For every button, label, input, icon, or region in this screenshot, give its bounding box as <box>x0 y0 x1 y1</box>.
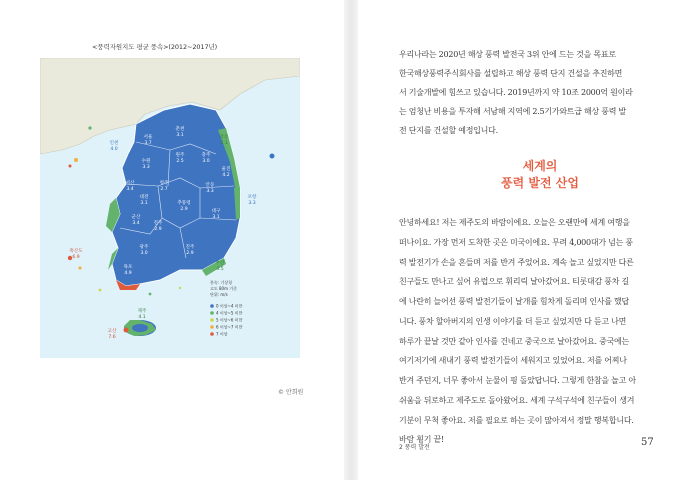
region-label-daegu: 대구 <box>211 209 221 214</box>
region-label-chungju: 충주 <box>201 153 211 158</box>
paragraph-story <box>399 213 636 450</box>
region-label-mokpo: 목포 <box>123 265 133 270</box>
region-label-gosan: 고산 <box>107 329 117 334</box>
text-line: 안녕하세요! 저는 제주도의 바람이에요. 오늘은 오랜만에 세계 여행을 <box>399 218 630 227</box>
page-number: 57 <box>641 437 654 448</box>
region-value-gunsan: 3.4 <box>132 221 140 226</box>
region-value-busan: 4.5 <box>216 267 224 272</box>
region-label-incheon: 인천 <box>109 141 119 146</box>
region-value-jinju: 2.9 <box>186 251 194 256</box>
region-value-chupungnyeong: 2.9 <box>180 207 188 212</box>
region-value-uljin: 4.2 <box>222 173 230 178</box>
paragraph-intro <box>399 45 633 140</box>
text-line: 하루가 끝날 것만 같아 인사를 건네고 중국으로 날아갔어요. 중국에는 <box>399 336 630 346</box>
region-label-cheongju: 청주 <box>159 181 169 186</box>
legend-note-3: 단위: m/s <box>210 292 228 297</box>
region-value-gangneung: 4.1 <box>220 141 228 146</box>
text-line: 친구들도 만나고 싶어 유럽으로 휘리릭 날아갔어요. 티롯대감 풍차 길 <box>399 277 630 287</box>
region-label-jeonju: 전주 <box>153 221 163 226</box>
footer-section-title: 2 풍력 발전 <box>399 444 430 451</box>
region-value-andong: 3.3 <box>206 189 214 194</box>
map-title: <풍력자원지도 평균 풍속>(2012~2017년) <box>92 43 218 51</box>
region-value-heuksando: 6.9 <box>72 255 80 260</box>
legend-item-1 <box>210 303 242 309</box>
text-line: 전 단지를 건설할 예정입니다. <box>399 126 498 136</box>
region-value-seoul: 3.7 <box>144 141 152 146</box>
region-label-seosan: 서산 <box>125 181 135 186</box>
legend-label-2: 4 이상~5 미만 <box>216 310 243 316</box>
region-value-jeonju: 2.9 <box>154 227 162 232</box>
legend-note-1: 풍속: 기상청 <box>210 280 232 285</box>
region-value-seosan: 3.4 <box>126 187 134 192</box>
legend-label-5: 7 이상 <box>216 331 228 337</box>
section-heading-line2: 풍력 발전 산업 <box>501 176 579 190</box>
region-label-gwangju: 광주 <box>139 245 149 250</box>
text-line: 기분이 무척 좋아요. 저를 필요로 하는 곳이 많아져서 정말 행복합니다. <box>399 415 634 425</box>
region-label-busan: 부산 <box>215 261 225 266</box>
region-value-incheon: 4.0 <box>110 147 118 152</box>
region-value-chuncheon: 3.1 <box>176 133 184 138</box>
text-line: 쉬움을 뒤로하고 제주도로 돌아왔어요. 세계 구석구석에 친구들이 생겨 <box>399 395 635 405</box>
region-value-mokpo: 4.9 <box>124 271 132 276</box>
region-label-uljin: 울진 <box>221 167 231 172</box>
region-label-wonju: 원주 <box>175 153 185 158</box>
region-value-chungju: 3.0 <box>202 159 210 164</box>
region-value-cheongju: 2.7 <box>160 187 168 192</box>
region-value-daegu: 3.1 <box>212 215 220 220</box>
text-line: 여기저기에 새내기 풍력 발전기들이 세워지고 있었어요. 저를 어찌나 <box>399 356 627 366</box>
text-line: 한국해상풍력주식회사를 설립하고 해상 풍력 단지 건설을 추진하면 <box>399 69 623 79</box>
region-label-suwon: 수원 <box>141 159 151 164</box>
legend-item-3 <box>210 317 242 323</box>
region-label-heuksando: 흑산도 <box>69 249 83 254</box>
region-value-suwon: 3.3 <box>142 165 150 170</box>
book-gutter <box>344 0 358 480</box>
region-label-gangneung: 강릉 <box>219 135 229 140</box>
text-line: 떠나이요. 가장 먼저 도착한 곳은 미국이에요. 무려 4,000대가 넘는 풍 <box>399 237 633 247</box>
text-line: 에 나란히 늘어선 풍력 발전기들이 날개를 힘차게 돌리며 인사를 했답 <box>399 297 630 306</box>
region-label-chuncheon: 춘천 <box>175 127 185 132</box>
section-heading-line1: 세계의 <box>522 159 558 173</box>
text-line: 니다. 풍차 할아버지의 인생 이야기를 더 듣고 싶었지만 다 듣고 나면 <box>399 316 627 326</box>
text-line: 우리나라는 2020년 해상 풍력 발전국 3위 안에 드는 것을 목표로 <box>399 50 616 59</box>
region-value-daejeon: 3.1 <box>140 201 148 206</box>
text-line: 는 엄청난 비용을 투자해 서남해 지역에 2.5기가와트급 해상 풍력 발 <box>399 107 627 117</box>
jeju-core <box>132 324 148 332</box>
left-page <box>0 0 344 480</box>
region-value-wonju: 2.5 <box>176 159 184 164</box>
text-line: 반겨 주던지, 너무 좋아서 눈물이 핑 돌았답니다. 그렇게 한참을 놀고 아 <box>399 376 636 385</box>
region-label-andong: 안동 <box>205 183 215 188</box>
legend-label-4: 6 이상~7 미만 <box>216 324 243 330</box>
text-line: 바람 휭기 끝! <box>399 435 444 445</box>
region-label-chupungnyeong: 추풍령 <box>177 201 191 206</box>
gosan-marker <box>124 328 129 333</box>
wind-map <box>40 58 300 358</box>
text-line: 서 기술개발에 힘쓰고 있습니다. 2019년까지 약 10조 2000억 원이라 <box>399 88 633 98</box>
region-label-gunsan: 군산 <box>131 215 141 220</box>
legend-item-2 <box>210 310 242 316</box>
legend-note-2: 고도 80m 기준 <box>210 286 237 291</box>
image-credit: © 안희원 <box>278 389 304 396</box>
region-label-jeju: 제주 <box>137 309 147 314</box>
region-label-pohang: 포항 <box>247 195 257 200</box>
region-value-pohang: 3.3 <box>248 201 256 206</box>
region-label-daejeon: 대전 <box>139 195 149 200</box>
legend-label-1: 0 이상~4 미만 <box>216 303 243 309</box>
region-value-gwangju: 3.0 <box>140 251 148 256</box>
legend-item-4 <box>210 324 242 330</box>
text-line: 력 발전기가 손을 흔들며 저를 반겨 주었어요. 계속 놀고 싶었지만 다른 <box>399 257 634 267</box>
region-value-jeju: 4.1 <box>138 315 146 320</box>
region-label-seoul: 서울 <box>143 135 153 140</box>
region-label-jinju: 진주 <box>185 245 195 250</box>
region-value-gosan: 7.6 <box>108 335 116 340</box>
legend-label-3: 5 이상~6 미만 <box>216 317 243 323</box>
